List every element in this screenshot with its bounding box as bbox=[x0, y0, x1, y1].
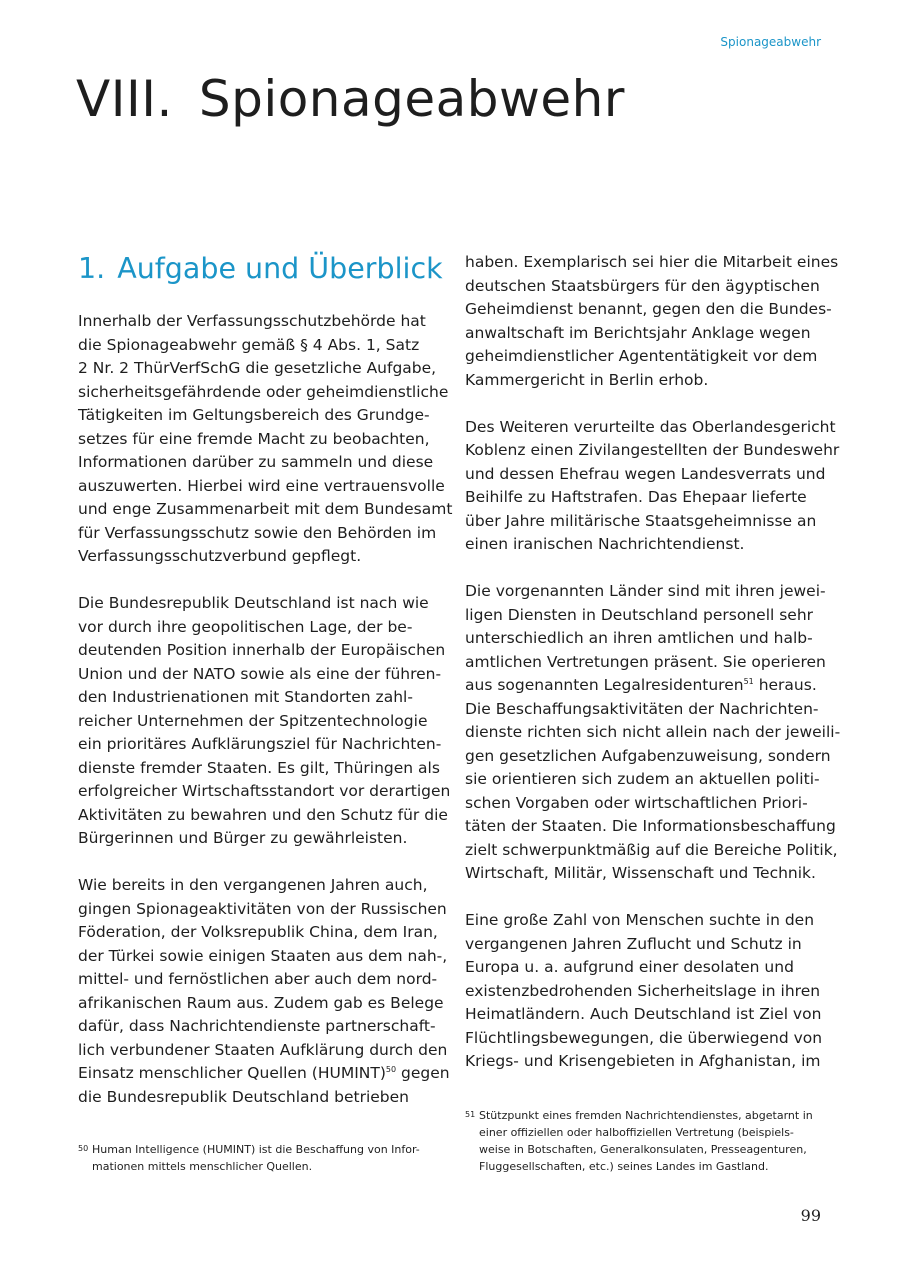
text-line: und dessen Ehefrau wegen Landesverrats und bbox=[465, 464, 826, 483]
text-line: geheimdienstlicher Agententätigkeit vor dem bbox=[465, 347, 818, 365]
text-line: und enge Zusammenarbeit mit dem Bundesamt bbox=[78, 500, 453, 518]
section-title bbox=[78, 250, 443, 288]
footnote-number: 51 bbox=[465, 1110, 476, 1119]
text-line: Die Bundesrepublik Deutschland ist nach wie bbox=[78, 594, 429, 612]
text-line: anwaltschaft im Berichtsjahr Anklage wegen bbox=[465, 323, 811, 342]
paragraph bbox=[465, 909, 825, 1074]
text-line: einen iranischen Nachrichtendienst. bbox=[465, 535, 745, 553]
text-line: Geheimdienst benannt, gegen den die Bundes- bbox=[465, 300, 832, 318]
text-line: Union und der NATO sowie als eine der führen- bbox=[78, 664, 442, 683]
text-line: sie orientieren sich zudem an aktuellen politi- bbox=[465, 770, 820, 788]
chapter-title bbox=[76, 70, 625, 128]
footnote-line: mationen mittels menschlicher Quellen. bbox=[92, 1160, 313, 1173]
footnote-line: Fluggesellschaften, etc.) seines Landes im Gastland. bbox=[479, 1160, 769, 1173]
text-line: ein prioritäres Aufklärungsziel für Nachrichten- bbox=[78, 735, 442, 753]
text-line: auszuwerten. Hierbei wird eine vertrauensvolle bbox=[78, 476, 445, 495]
text-line: Des Weiteren verurteilte das Oberlandesgericht bbox=[465, 417, 836, 436]
text-line: Informationen darüber zu sammeln und diese bbox=[78, 453, 434, 471]
footnote-line: Stützpunkt eines fremden Nachrichtendienstes, abgetarnt in bbox=[479, 1109, 813, 1122]
text-line: vergangenen Jahren Zuflucht und Schutz in bbox=[465, 934, 802, 953]
text-line: Verfassungsschutzverbund gepflegt. bbox=[78, 547, 362, 565]
text-line: die Bundesrepublik Deutschland betrieben bbox=[78, 1087, 409, 1106]
text-line: den Industrienationen mit Standorten zahl- bbox=[78, 688, 413, 706]
text-line bbox=[78, 1062, 450, 1086]
text-line: Europa u. a. aufgrund einer desolaten und bbox=[465, 958, 794, 976]
text-line: dienste fremder Staaten. Es gilt, Thüringen als bbox=[78, 758, 440, 777]
text-line: deutschen Staatsbürgers für den ägyptischen bbox=[465, 276, 820, 295]
text-line: gen gesetzlichen Aufgabenzuweisung, sondern bbox=[465, 746, 831, 765]
text-line: gingen Spionageaktivitäten von der Russischen bbox=[78, 899, 447, 918]
text-line: deutenden Position innerhalb der Europäischen bbox=[78, 641, 446, 659]
text-line: vor durch ihre geopolitischen Lage, der be- bbox=[78, 617, 413, 636]
running-header: Spionageabwehr bbox=[720, 35, 821, 49]
chapter-number: VIII. bbox=[76, 70, 173, 128]
text-line: lich verbundener Staaten Aufklärung durch den bbox=[78, 1040, 448, 1059]
footnote-line: einer offiziellen oder halboffiziellen Vertretung (beispiels- bbox=[479, 1126, 794, 1139]
text-line: Kriegs- und Krisengebieten in Afghanistan, im bbox=[465, 1052, 821, 1070]
footnote-line: Human Intelligence (HUMINT) ist die Beschaffung von Infor- bbox=[92, 1143, 420, 1156]
footnote-51 bbox=[465, 1107, 813, 1175]
text-line: Wie bereits in den vergangenen Jahren auch, bbox=[78, 876, 428, 894]
text-line: der Türkei sowie einigen Staaten aus dem nah-, bbox=[78, 946, 448, 965]
text-line: Wirtschaft, Militär, Wissenschaft und Technik. bbox=[465, 864, 816, 882]
page-number: 99 bbox=[800, 1206, 821, 1225]
text-line: die Spionageabwehr gemäß § 4 Abs. 1, Satz bbox=[78, 335, 420, 354]
paragraph bbox=[465, 580, 841, 886]
right-column bbox=[465, 251, 841, 1097]
text-line: Heimatländern. Auch Deutschland ist Ziel von bbox=[465, 1005, 822, 1023]
text-line: mittel- und fernöstlichen aber auch dem nord- bbox=[78, 970, 438, 988]
left-column bbox=[78, 250, 453, 1133]
text-line: Koblenz einen Zivilangestellten der Bundeswehr bbox=[465, 441, 840, 459]
paragraph bbox=[78, 592, 451, 851]
text-line: Föderation, der Volksrepublik China, dem Iran, bbox=[78, 923, 438, 941]
paragraph bbox=[465, 416, 840, 557]
text-line: setzes für eine fremde Macht zu beobachten, bbox=[78, 429, 430, 448]
text-line: erfolgreicher Wirtschaftsstandort vor derartigen bbox=[78, 782, 451, 800]
text-line: täten der Staaten. Die Informationsbeschaffung bbox=[465, 817, 836, 835]
text-line: unterschiedlich an ihren amtlichen und halb- bbox=[465, 629, 813, 647]
text-line: dafür, dass Nachrichtendienste partnerschaft- bbox=[78, 1017, 436, 1035]
section-number: 1. bbox=[78, 252, 106, 285]
text-line: Eine große Zahl von Menschen suchte in den bbox=[465, 911, 815, 929]
text-fragment: heraus. bbox=[753, 676, 817, 694]
text-line: Kammergericht in Berlin erhob. bbox=[465, 370, 709, 389]
text-line: Beihilfe zu Haftstrafen. Das Ehepaar lieferte bbox=[465, 488, 807, 506]
section-title-text: Aufgabe und Überblick bbox=[117, 252, 443, 285]
text-line: reicher Unternehmen der Spitzentechnologie bbox=[78, 711, 428, 730]
text-line: ligen Diensten in Deutschland personell sehr bbox=[465, 605, 814, 624]
text-fragment: aus sogenannten Legalresidenturen bbox=[465, 676, 744, 694]
text-line bbox=[465, 674, 825, 698]
text-line: Die Beschaffungsaktivitäten der Nachrichten- bbox=[465, 699, 819, 718]
text-line: Flüchtlingsbewegungen, die überwiegend von bbox=[465, 1028, 823, 1047]
text-line: 2 Nr. 2 ThürVerfSchG die gesetzliche Aufgabe, bbox=[78, 359, 437, 377]
text-line: amtlichen Vertretungen präsent. Sie operieren bbox=[465, 652, 826, 671]
text-line: Bürgerinnen und Bürger zu gewährleisten. bbox=[78, 829, 408, 847]
text-line: Innerhalb der Verfassungsschutzbehörde hat bbox=[78, 312, 426, 330]
footnote-number: 50 bbox=[78, 1144, 89, 1153]
text-line: haben. Exemplarisch sei hier die Mitarbeit eines bbox=[465, 253, 839, 271]
text-line: sicherheitsgefährdende oder geheimdienstliche bbox=[78, 382, 449, 401]
text-line: für Verfassungsschutz sowie den Behörden im bbox=[78, 523, 437, 542]
paragraph bbox=[465, 251, 839, 392]
text-fragment: gegen bbox=[396, 1064, 450, 1082]
footnote-reference-51[interactable]: 51 bbox=[743, 677, 754, 686]
text-line: afrikanischen Raum aus. Zudem gab es Belege bbox=[78, 993, 444, 1012]
paragraph bbox=[78, 874, 450, 1109]
text-line: zielt schwerpunktmäßig auf die Bereiche Politik, bbox=[465, 840, 838, 859]
chapter-title-text: Spionageabwehr bbox=[198, 70, 625, 128]
footnote-line: weise in Botschaften, Generalkonsulaten, Presseagenturen, bbox=[479, 1143, 807, 1156]
text-line: schen Vorgaben oder wirtschaftlichen Priori- bbox=[465, 793, 808, 812]
text-fragment: Einsatz menschlicher Quellen (HUMINT) bbox=[78, 1064, 386, 1082]
paragraph bbox=[78, 310, 453, 569]
text-line: existenzbedrohenden Sicherheitslage in ihren bbox=[465, 981, 821, 1000]
text-line: Die vorgenannten Länder sind mit ihren jewei- bbox=[465, 582, 826, 600]
footnote-reference-50[interactable]: 50 bbox=[385, 1065, 397, 1074]
footnote-50 bbox=[78, 1141, 420, 1175]
text-line: dienste richten sich nicht allein nach der jeweili- bbox=[465, 723, 841, 741]
text-line: über Jahre militärische Staatsgeheimnisse an bbox=[465, 511, 817, 530]
text-line: Aktivitäten zu bewahren und den Schutz für die bbox=[78, 805, 448, 824]
text-line: Tätigkeiten im Geltungsbereich des Grundge- bbox=[78, 406, 430, 424]
